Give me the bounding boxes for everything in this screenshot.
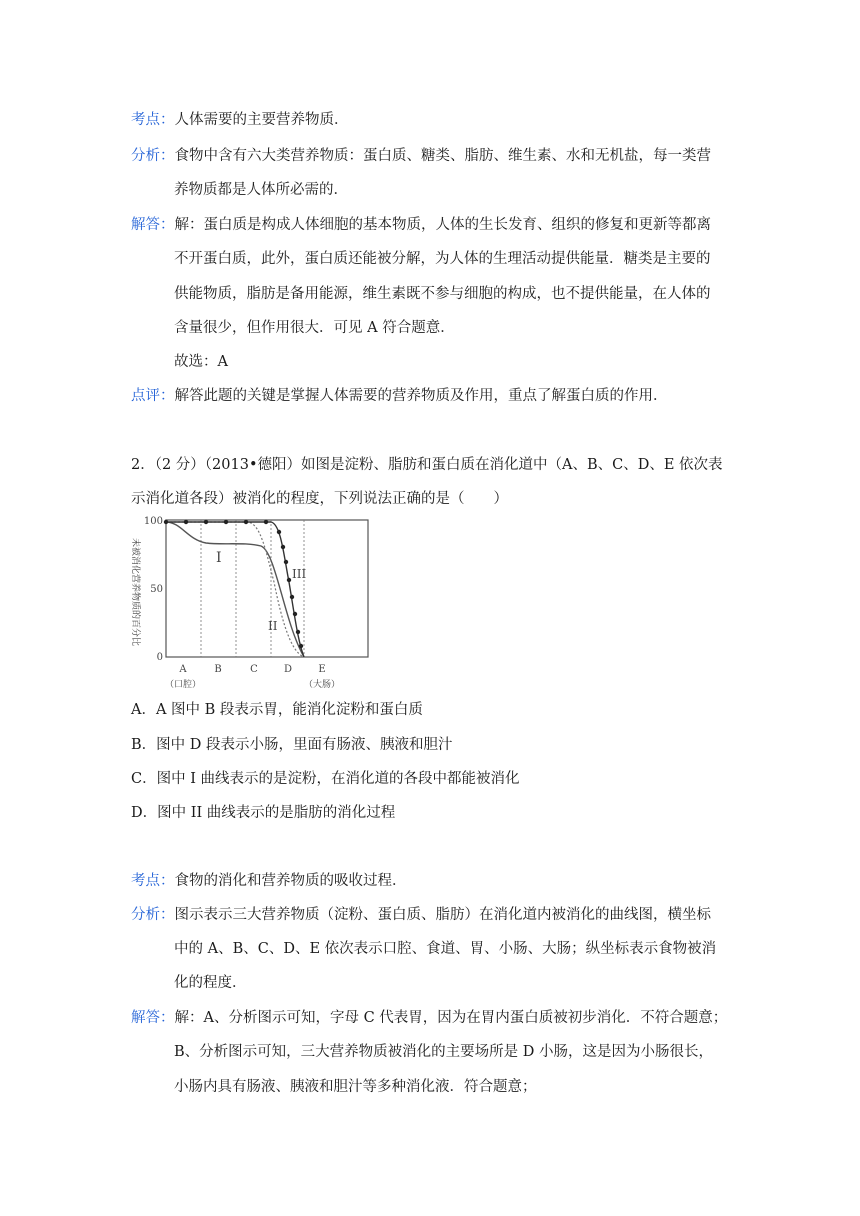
fenxi-1-line2: 养物质都是人体所必需的． <box>174 182 348 198</box>
y-tick-0: 0 <box>156 652 163 663</box>
kaodian-tag: 考点： <box>131 112 175 128</box>
kaodian-text: 食物的消化和营养物质的吸收过程． <box>174 873 407 889</box>
fenxi-text: 图示表示三大营养物质（淀粉、蛋白质、脂肪）在消化道内被消化的曲线图，横坐标 <box>174 907 711 923</box>
kaodian-text: 人体需要的主要营养物质． <box>174 112 349 128</box>
fenxi-2-line2: 中的 A、B、C、D、E 依次表示口腔、食道、胃、小肠、大肠；纵坐标表示食物被消 <box>174 941 717 957</box>
curve-iii <box>166 522 307 657</box>
fenxi-2 <box>131 905 711 925</box>
kaodian-tag: 考点： <box>131 873 175 889</box>
curve-ii <box>166 522 307 657</box>
jieda-text: 解：A、分析图示可知，字母 C 代表胃，因为在胃内蛋白质被初步消化．不符合题意； <box>174 1010 728 1026</box>
x-label-e: E <box>318 664 326 675</box>
fenxi-2-line3: 化的程度． <box>174 975 247 991</box>
option-d: D．图中 II 曲线表示的是脂肪的消化过程 <box>131 805 396 821</box>
curve-label-iii: III <box>292 567 307 581</box>
jieda-1-answer: 故选：A <box>174 354 228 370</box>
fenxi-text: 食物中含有六大类营养物质：蛋白质、糖类、脂肪、维生素、水和无机盐，每一类营 <box>174 148 711 164</box>
jieda-1-line4: 含量很少，但作用很大．可见 A 符合题意． <box>174 320 455 336</box>
jieda-tag: 解答： <box>131 217 175 233</box>
option-a: A．A 图中 B 段表示胃，能消化淀粉和蛋白质 <box>131 702 423 718</box>
jieda-text: 解：蛋白质是构成人体细胞的基本物质，人体的生长发育、组织的修复和更新等都离 <box>174 217 711 233</box>
dianping-1 <box>131 386 668 406</box>
plot-frame <box>166 520 368 657</box>
curve-i <box>166 522 307 657</box>
question2-stem-line1: 2．（2 分）（2013•德阳）如图是淀粉、脂肪和蛋白质在消化道中（A、B、C、D、E 依次表 <box>131 457 723 473</box>
curve-label-i: I <box>216 550 222 566</box>
x-sub-mouth: （口腔） <box>164 680 202 690</box>
dianping-text: 解答此题的关键是掌握人体需要的营养物质及作用，重点了解蛋白质的作用． <box>174 388 668 404</box>
fenxi-tag: 分析： <box>131 907 175 923</box>
question2-stem-line2: 示消化道各段）被消化的程度，下列说法正确的是（ ） <box>131 491 508 507</box>
kaodian-1 <box>131 110 349 130</box>
y-axis-label: 未被消化营养物质的百分比 <box>130 537 140 647</box>
curve-label-ii: II <box>268 619 278 633</box>
jieda-1 <box>131 215 711 235</box>
option-c: C．图中 I 曲线表示的是淀粉，在消化道的各段中都能被消化 <box>131 771 520 787</box>
jieda-1-line2: 不开蛋白质，此外，蛋白质还能被分解，为人体的生理活动提供能量．糖类是主要的 <box>174 251 711 267</box>
curve-iii-markers <box>164 520 303 648</box>
jieda-2 <box>131 1008 727 1028</box>
x-label-d: D <box>283 664 293 675</box>
kaodian-2 <box>131 871 407 891</box>
x-label-c: C <box>250 664 258 675</box>
jieda-tag: 解答： <box>131 1010 175 1026</box>
x-label-b: B <box>214 664 222 675</box>
x-sub-large-intestine: （大肠） <box>303 680 341 690</box>
jieda-2-line2: B、分析图示可知，三大营养物质被消化的主要场所是 D 小肠，这是因为小肠很长， <box>174 1044 713 1060</box>
fenxi-1 <box>131 146 711 166</box>
option-b: B．图中 D 段表示小肠，里面有肠液、胰液和胆汁 <box>131 737 453 753</box>
x-label-a: A <box>179 664 187 675</box>
y-tick-50: 50 <box>150 584 163 595</box>
fenxi-tag: 分析： <box>131 148 175 164</box>
digestion-figure <box>126 512 376 694</box>
dianping-tag: 点评： <box>131 388 175 404</box>
y-tick-100: 100 <box>143 516 163 527</box>
jieda-1-line3: 供能物质，脂肪是备用能源，维生素既不参与细胞的构成，也不提供能量，在人体的 <box>174 286 711 302</box>
jieda-2-line3: 小肠内具有肠液、胰液和胆汁等多种消化液．符合题意； <box>174 1079 537 1095</box>
